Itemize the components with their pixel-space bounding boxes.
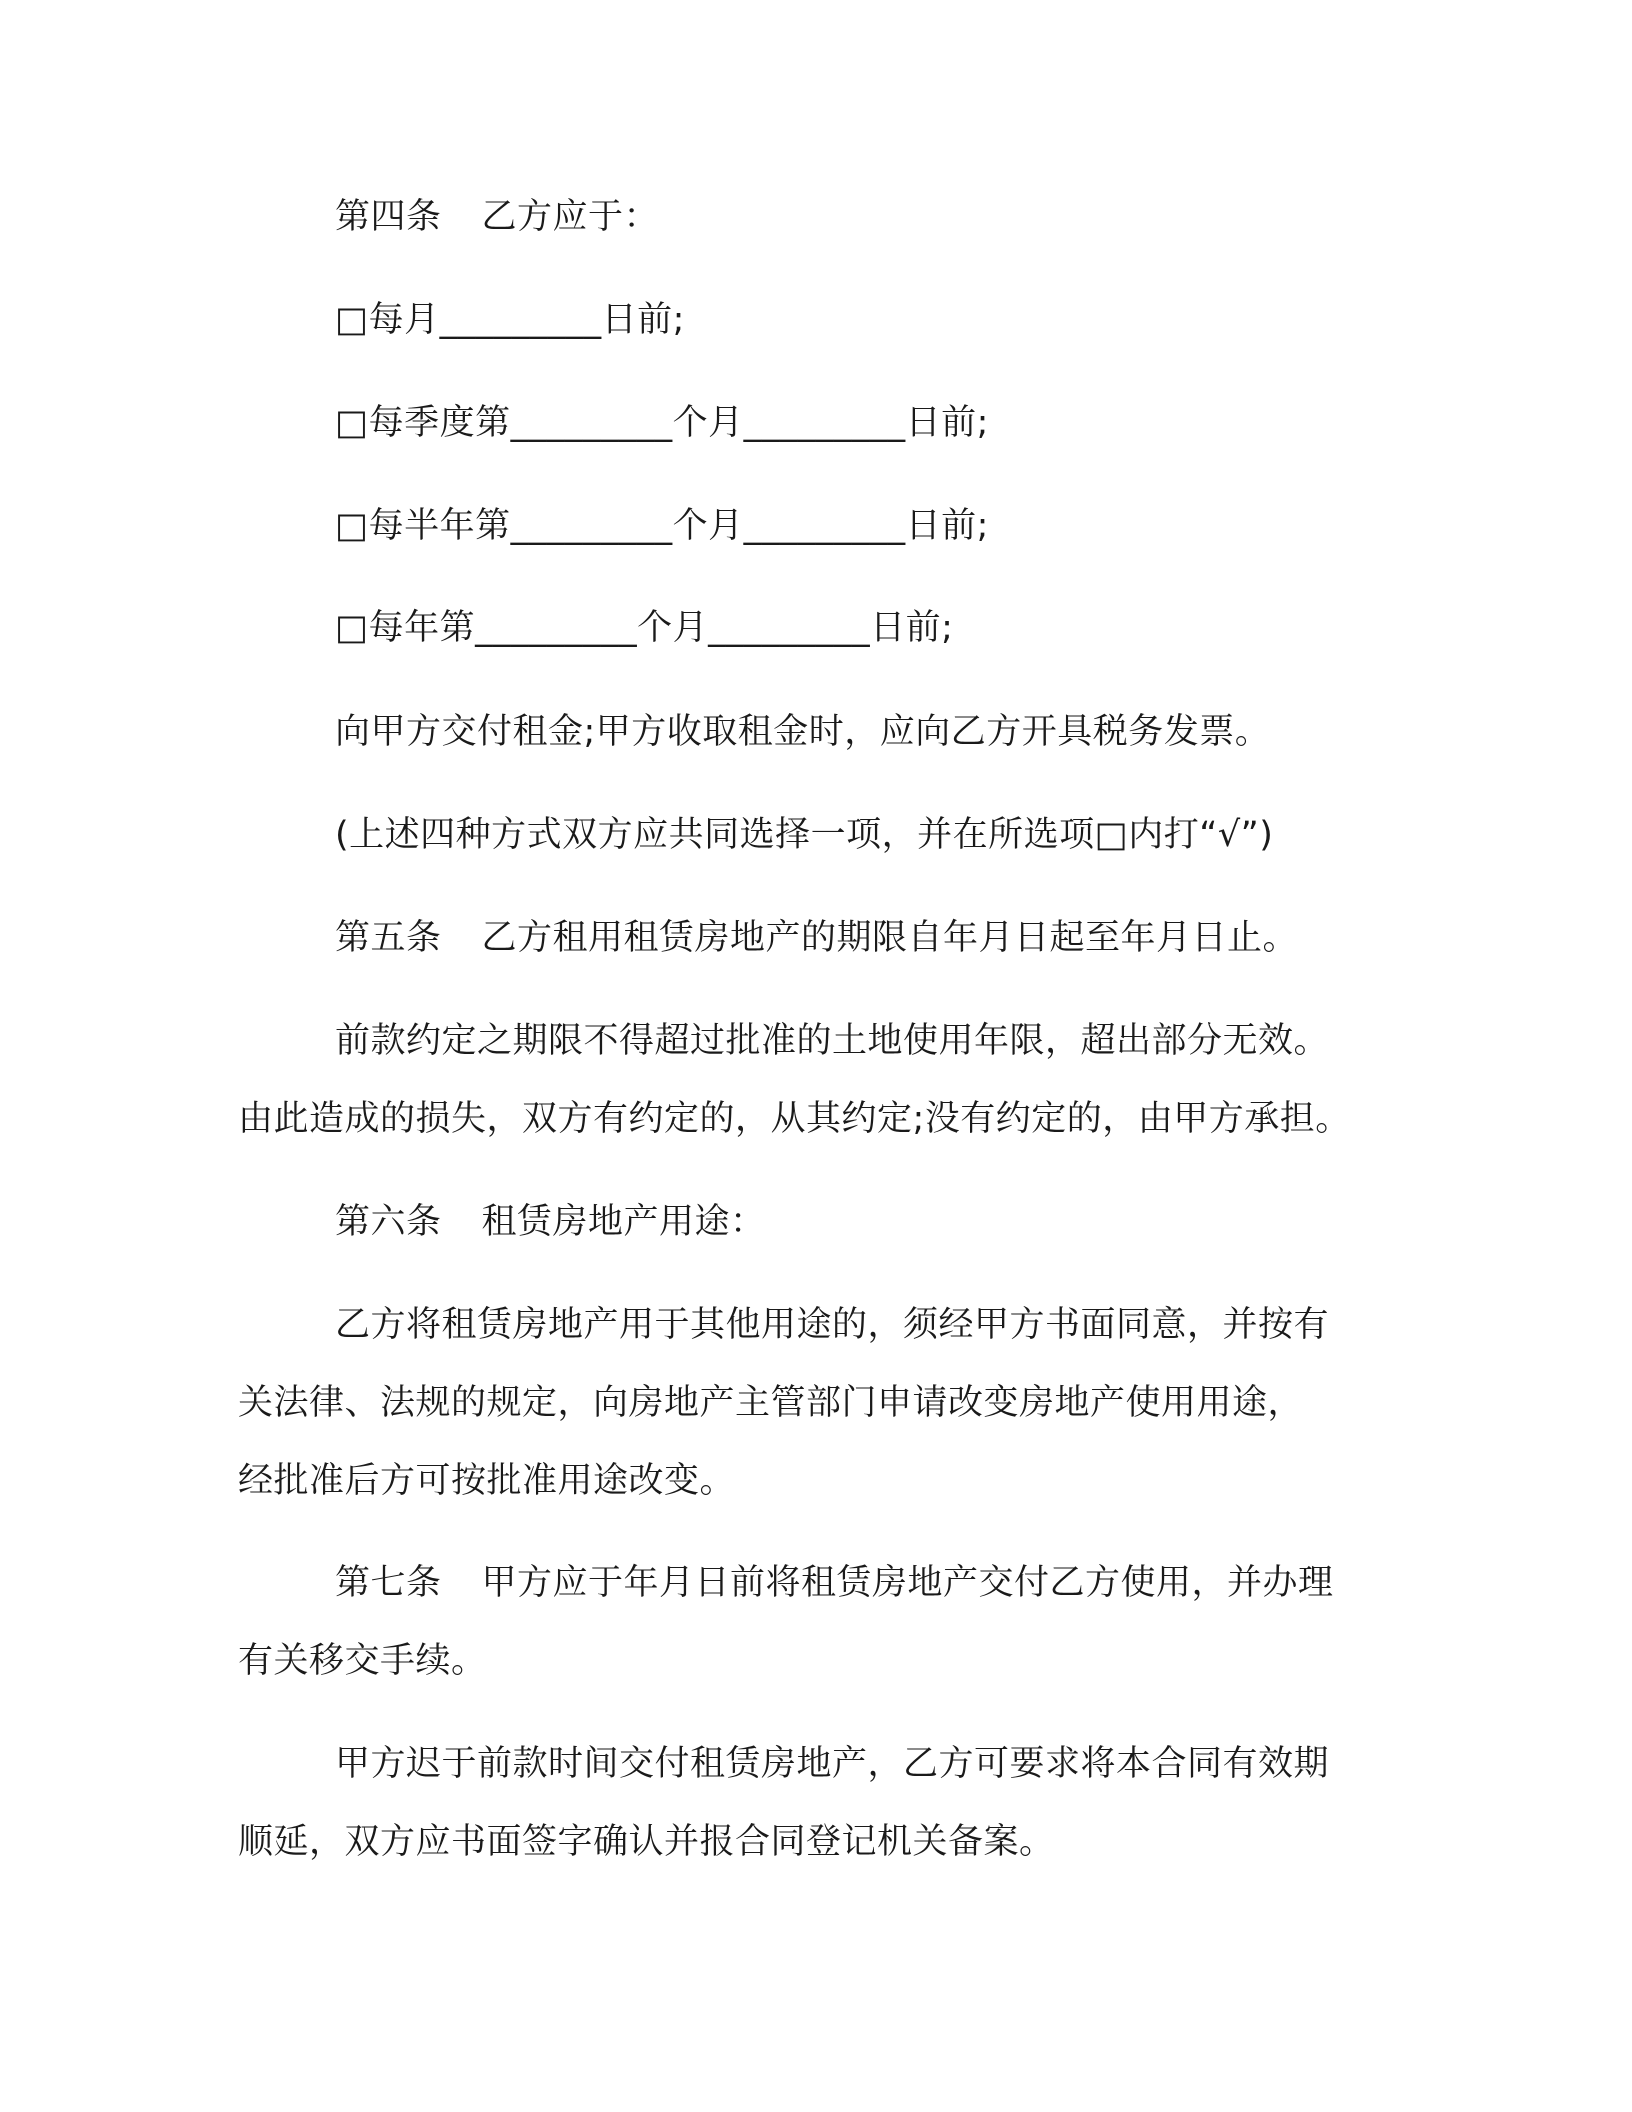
payment-option-monthly: □每月_________日前; — [335, 300, 685, 340]
article4-heading: 第四条 — [335, 197, 442, 237]
article7-para-line-2: 顺延，双方应书面签字确认并报合同登记机关备案。 — [238, 1822, 1055, 1862]
article5-para-line-2: 由此造成的损失，双方有约定的，从其约定;没有约定的，由甲方承担。 — [238, 1099, 1351, 1139]
article7-heading: 第七条 — [335, 1563, 442, 1603]
article6-para-line-3: 经批准后方可按批准用途改变。 — [238, 1461, 736, 1501]
article5-text: 乙方租用租赁房地产的期限自年月日起至年月日止。 — [481, 918, 1299, 958]
article6-para-line-2: 关法律、法规的规定，向房地产主管部门申请改变房地产使用用途， — [238, 1383, 1304, 1423]
article7-para-line-1: 甲方迟于前款时间交付租赁房地产，乙方可要求将本合同有效期 — [335, 1744, 1330, 1784]
article5-heading: 第五条 — [335, 918, 442, 958]
article6-text: 租赁房地产用途： — [481, 1202, 766, 1242]
article4-intro: 乙方应于： — [481, 197, 660, 237]
article6-para-line-1: 乙方将租赁房地产用于其他用途的，须经甲方书面同意，并按有 — [335, 1305, 1330, 1345]
article4-payment-line: 向甲方交付租金;甲方收取租金时，应向乙方开具税务发票。 — [335, 712, 1271, 752]
payment-option-semiannual: □每半年第_________个月_________日前; — [335, 506, 989, 546]
article4-title — [335, 195, 659, 239]
article7-text-line-1: 甲方应于年月日前将租赁房地产交付乙方使用，并办理 — [481, 1563, 1334, 1603]
article4-note: (上述四种方式双方应共同选择一项，并在所选项□内打“√”) — [335, 815, 1274, 855]
article6-title — [335, 1200, 766, 1244]
payment-option-annual: □每年第_________个月_________日前; — [335, 608, 954, 648]
payment-option-quarterly: □每季度第_________个月_________日前; — [335, 403, 989, 443]
article7-text-line-2: 有关移交手续。 — [238, 1641, 487, 1681]
article7-title — [335, 1561, 1334, 1605]
article5-title — [335, 916, 1298, 960]
article6-heading: 第六条 — [335, 1202, 442, 1242]
article5-para-line-1: 前款约定之期限不得超过批准的土地使用年限，超出部分无效。 — [335, 1021, 1330, 1061]
